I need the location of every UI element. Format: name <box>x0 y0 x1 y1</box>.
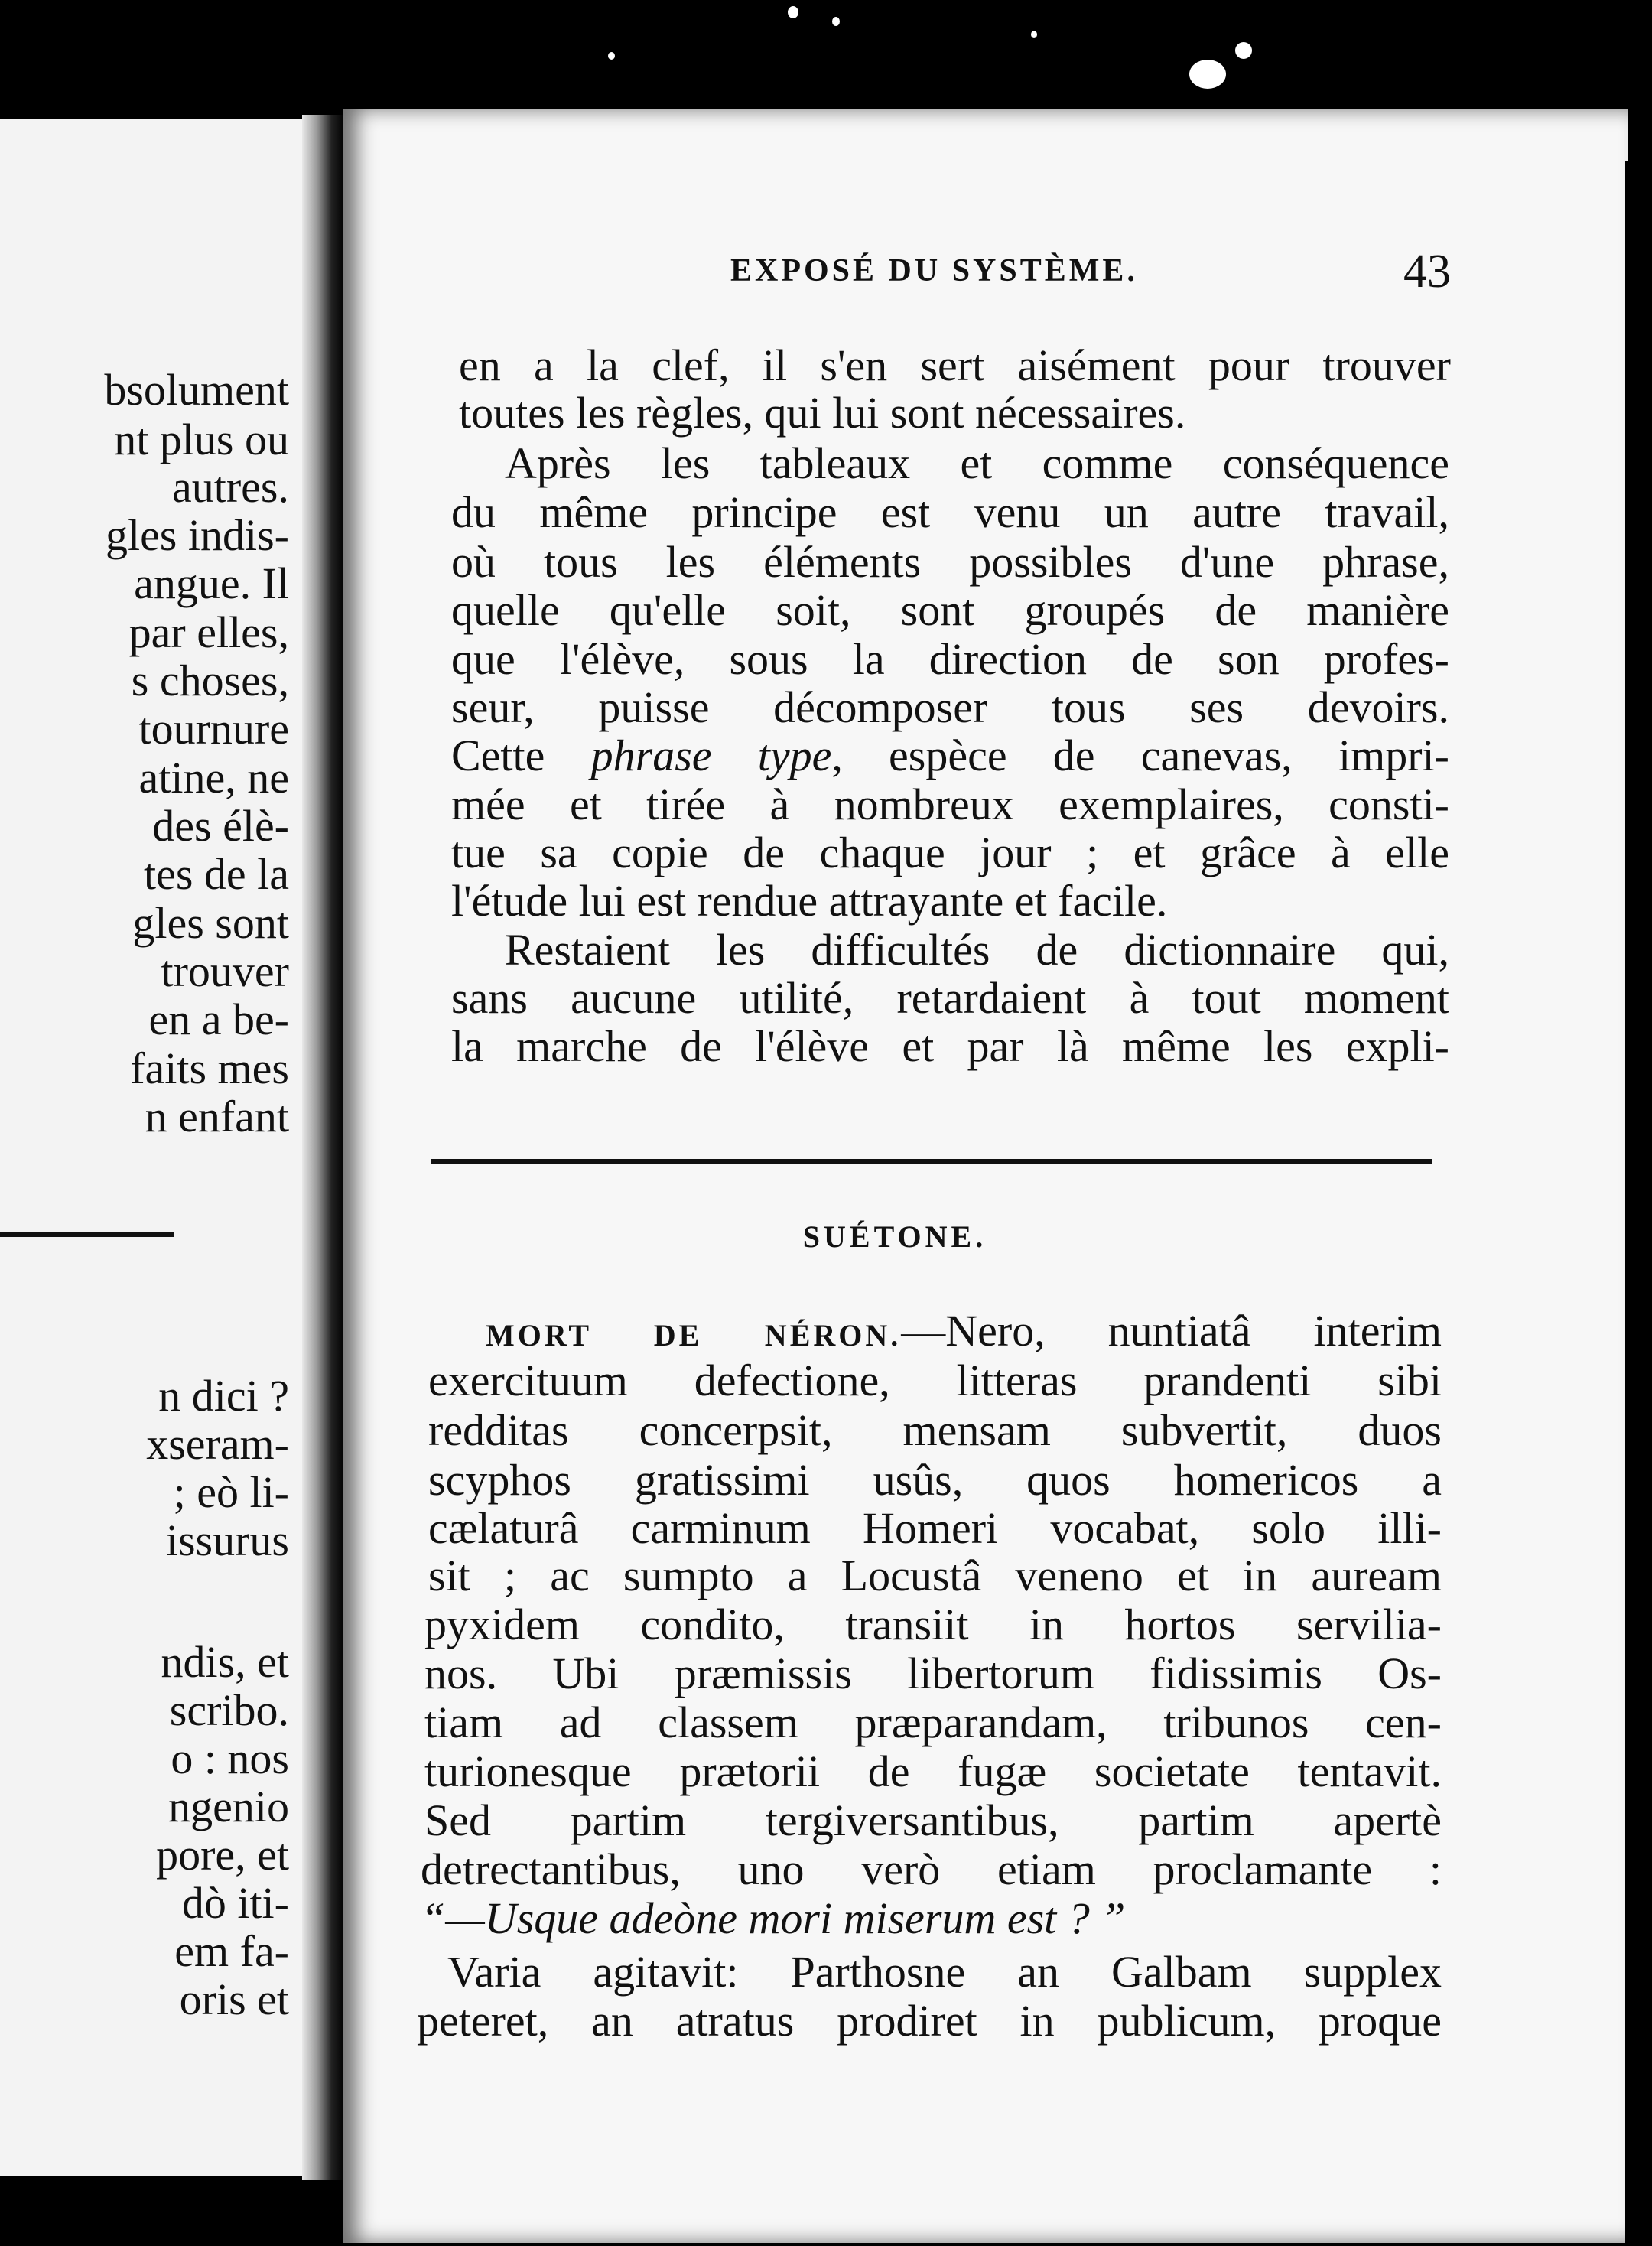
text-line: tiam ad classem præparandam, tribunos cen- <box>424 1698 1442 1747</box>
left-line: ; eò li- <box>173 1467 289 1517</box>
text-line: tue sa copie de chaque jour ; et grâce à elle <box>451 828 1449 877</box>
left-line: en a be- <box>148 994 289 1044</box>
left-line: nt plus ou <box>114 415 289 464</box>
italic-quote-line <box>421 1893 1442 1943</box>
left-line: des élè- <box>152 801 289 851</box>
left-line: n dici ? <box>158 1371 289 1421</box>
scan-speck <box>788 6 798 18</box>
page-edge-shadow <box>1625 161 1652 2246</box>
text-line: Restaient les difficultés de dictionnaire qui, <box>505 925 1449 975</box>
text-line: nos. Ubi præmissis libertorum fidissimis Os- <box>424 1649 1442 1698</box>
left-line: bsolument <box>104 365 289 415</box>
scan-speck <box>832 17 840 26</box>
left-line: autres. <box>172 462 289 512</box>
left-line: ngenio <box>168 1782 289 1831</box>
left-page-fragment <box>0 119 320 2176</box>
text-line: Sed partim tergiversantibus, partim apertè <box>424 1795 1442 1845</box>
left-line: tes de la <box>143 849 289 899</box>
italic-phrase: phrase type <box>590 731 832 780</box>
text-line: la marche de l'élève et par là même les expli- <box>451 1021 1449 1071</box>
text-line: l'étude lui est rendue attrayante et facile. <box>451 876 1168 926</box>
scan-speck <box>1031 31 1037 38</box>
text-line: Varia agitavit: Parthosne an Galbam supplex <box>447 1947 1442 1997</box>
text-line: toutes les règles, qui lui sont nécessaires. <box>459 388 1186 438</box>
left-line: tournure <box>138 704 289 754</box>
left-line: dò iti- <box>181 1878 289 1928</box>
book-gutter <box>302 115 344 2180</box>
left-line: par elles, <box>128 607 289 657</box>
left-line: em fa- <box>174 1926 289 1976</box>
text-line: Après les tableaux et comme conséquence <box>505 438 1449 488</box>
text-line: en a la clef, il s'en sert aisément pour trouver <box>459 340 1451 390</box>
text-line: sans aucune utilité, retardaient à tout moment <box>451 973 1449 1023</box>
scan-speck <box>608 52 615 60</box>
section-title: SUÉTONE. <box>802 1219 987 1254</box>
text-line: où tous les éléments possibles d'une phrase, <box>451 537 1449 587</box>
left-line: pore, et <box>156 1830 289 1880</box>
left-line: scribo. <box>169 1685 289 1735</box>
text-line-with-italic: Cette phrase type, espèce de canevas, impri- <box>451 731 1449 780</box>
text-line: detrectantibus, uno verò etiam proclamante : <box>421 1844 1442 1894</box>
left-line: atine, ne <box>138 753 289 802</box>
left-line: ndis, et <box>161 1637 289 1687</box>
left-line: gles indis- <box>105 510 289 560</box>
section-heading: MORT DE NÉRON. <box>486 1318 902 1352</box>
left-line: trouver <box>161 946 289 996</box>
left-line: issurus <box>165 1515 289 1565</box>
text-line-with-heading <box>428 1308 1442 1359</box>
text-line: sit ; ac sumpto a Locustâ veneno et in auream <box>428 1551 1442 1600</box>
text-line: que l'élève, sous la direction de son profes- <box>451 634 1449 684</box>
left-line: s choses, <box>131 656 289 705</box>
text-line: exercituum defectione, litteras prandenti sibi <box>428 1356 1442 1405</box>
left-line: o : nos <box>171 1733 289 1783</box>
scan-speck <box>1235 42 1252 59</box>
scan-speck <box>1189 60 1226 89</box>
text-line: mée et tirée à nombreux exemplaires, consti- <box>451 780 1449 829</box>
left-line: n enfant <box>145 1092 289 1141</box>
text-segment: —Nero, nuntiatâ interim <box>901 1306 1442 1356</box>
text-line: turionesque prætorii de fugæ societate tentavit. <box>424 1746 1442 1796</box>
page-number: 43 <box>1403 246 1451 298</box>
text-line: seur, puisse décomposer tous ses devoirs. <box>451 682 1449 732</box>
text-line: redditas concerpsit, mensam subvertit, duos <box>428 1405 1442 1455</box>
left-line: gles sont <box>132 898 289 948</box>
left-line: faits mes <box>130 1043 289 1093</box>
text-line: du même principe est venu un autre travail, <box>451 487 1449 537</box>
text-line: scyphos gratissimi usûs, quos homericos a <box>428 1455 1442 1505</box>
running-head: EXPOSÉ DU SYSTÈME. <box>730 253 1138 288</box>
text-line: peteret, an atratus prodiret in publicum, proque <box>417 1996 1442 2046</box>
left-line: angue. Il <box>134 558 289 608</box>
text-line: cælaturâ carminum Homeri vocabat, solo illi- <box>428 1503 1442 1553</box>
section-rule <box>431 1159 1432 1164</box>
italic-quote: “—Usque adeòne mori miserum est ? ” <box>421 1893 1126 1943</box>
text-line: pyxidem condito, transiit in hortos servilia- <box>424 1600 1442 1649</box>
text-line: quelle qu'elle soit, sont groupés de manière <box>451 585 1449 635</box>
left-line: xseram- <box>146 1419 289 1469</box>
left-line: oris et <box>179 1974 289 2024</box>
